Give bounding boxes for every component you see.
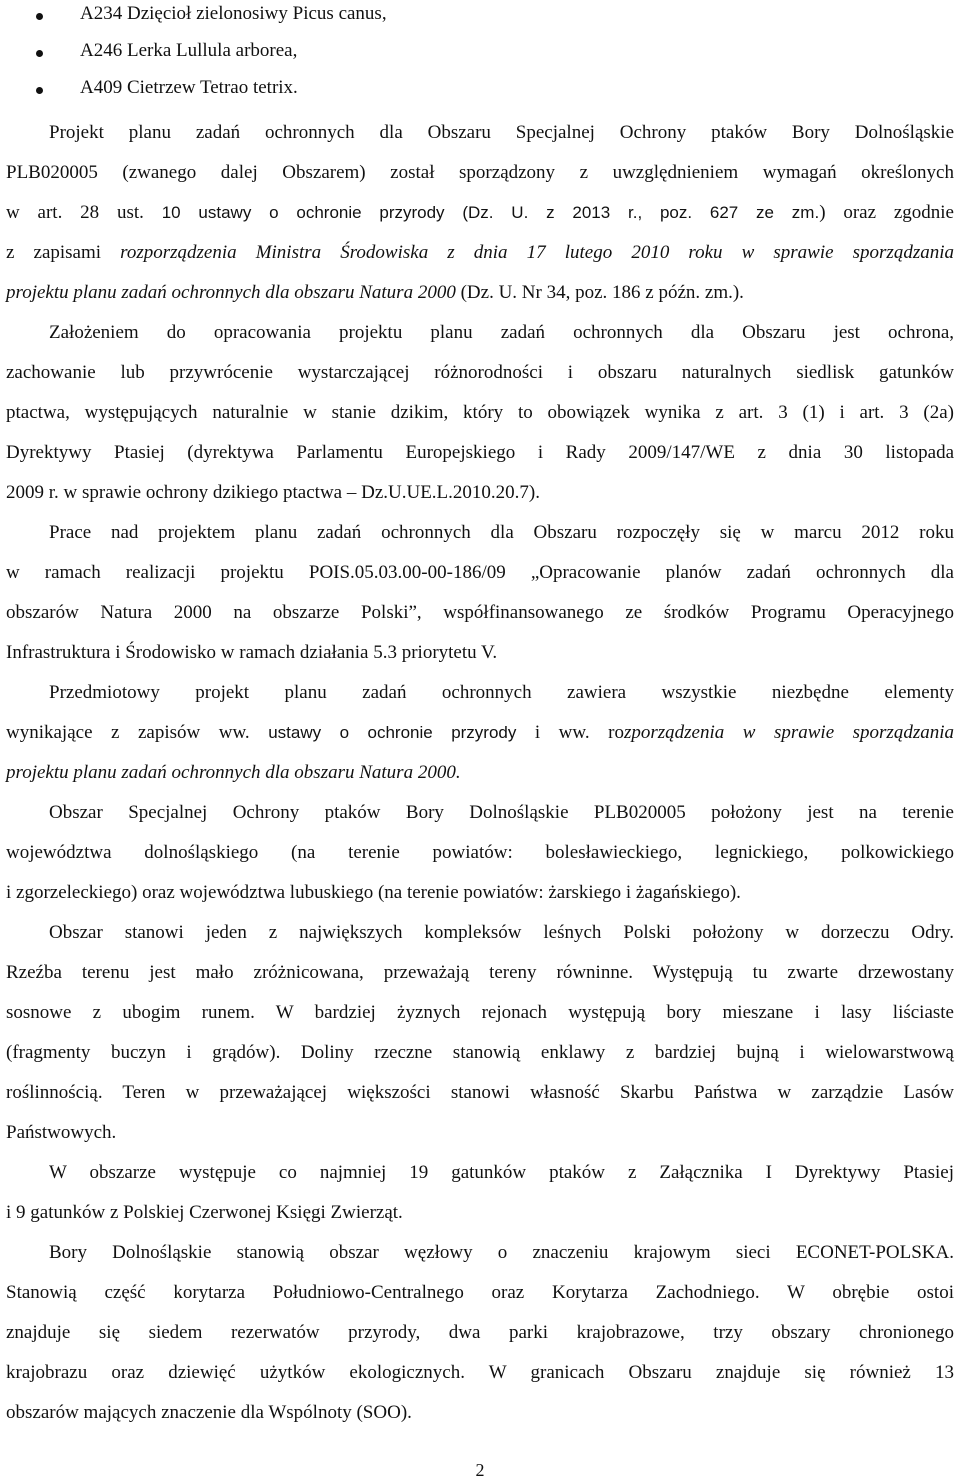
text-line: Państwowych. <box>6 1122 117 1143</box>
document-page <box>6 0 954 1480</box>
text-line: Infrastruktura i Środowisko w ramach działania 5.3 priorytetu V. <box>6 642 498 663</box>
text-line: z zapisami rozporządzenia Ministra Środowiska z dnia 17 lutego 2010 roku w sprawie sporządzania <box>6 242 954 263</box>
bullet-icon <box>36 87 43 94</box>
text-line: województwa dolnośląskiego (na terenie powiatów: bolesławieckiego, legnickiego, polkowickiego <box>6 842 954 863</box>
text-line: PLB020005 (zwanego dalej Obszarem) został sporządzony z uwzględnieniem wymagań określonych <box>6 162 954 183</box>
text-line: Projekt planu zadań ochronnych dla Obszaru Specjalnej Ochrony ptaków Bory Dolnośląskie <box>49 122 954 143</box>
text-line: i zgorzeleckiego) oraz województwa lubuskiego (na terenie powiatów: żarskiego i żagańskiego). <box>6 882 741 903</box>
text-line: sosnowe z ubogim runem. W bardziej żyznych rejonach występują bory mieszane i lasy liściaste <box>6 1002 954 1023</box>
text-line: obszarów mających znaczenie dla Wspólnoty (SOO). <box>6 1402 412 1423</box>
text-line: projektu planu zadań ochronnych dla obszaru Natura 2000. <box>6 762 461 783</box>
text-line: Bory Dolnośląskie stanowią obszar węzłowy o znaczeniu krajowym sieci ECONET-POLSKA. <box>49 1242 954 1263</box>
text-line: Obszar stanowi jeden z największych kompleksów leśnych Polski położony w dorzeczu Odry. <box>49 922 954 943</box>
text-line: projektu planu zadań ochronnych dla obszaru Natura 2000 (Dz. U. Nr 34, poz. 186 z późn. zm.). <box>6 282 744 303</box>
text-line: Dyrektywy Ptasiej (dyrektywa Parlamentu Europejskiego i Rady 2009/147/WE z dnia 30 listopada <box>6 442 954 463</box>
text-line: wynikające z zapisów ww. ustawy o ochronie przyrody i ww. rozporządzenia w sprawie sporządzania <box>6 722 954 743</box>
text-line: Prace nad projektem planu zadań ochronnych dla Obszaru rozpoczęły się w marcu 2012 roku <box>49 522 954 543</box>
text-line: obszarów Natura 2000 na obszarze Polski”, współfinansowanego ze środków Programu Operacyjnego <box>6 602 954 623</box>
page-number: 2 <box>475 1460 485 1480</box>
text-line: (fragmenty buczyn i grądów). Doliny rzeczne stanowią enklawy z bardziej bujną i wielowarstwową <box>6 1042 954 1063</box>
bullet-icon <box>36 13 43 20</box>
text-line: krajobrazu oraz dziewięć użytków ekologicznych. W granicach Obszaru znajduje się również 13 <box>6 1362 954 1383</box>
text-line: ptactwa, występujących naturalnie w stanie dzikim, który to obowiązek wynika z art. 3 (1) i art. 3 (2a) <box>6 402 954 423</box>
text-line: znajduje się siedem rezerwatów przyrody, dwa parki krajobrazowe, trzy obszary chronionego <box>6 1322 954 1343</box>
text-line: zachowanie lub przywrócenie wystarczającej różnorodności i obszaru naturalnych siedlisk gatunków <box>6 362 954 383</box>
bullet-icon <box>36 50 43 57</box>
text-line: w ramach realizacji projektu POIS.05.03.00-00-186/09 „Opracowanie planów zadań ochronnych dla <box>6 562 954 583</box>
text-line: W obszarze występuje co najmniej 19 gatunków ptaków z Załącznika I Dyrektywy Ptasiej <box>49 1162 954 1183</box>
text-line: roślinnością. Teren w przeważającej większości stanowi własność Skarbu Państwa w zarządzie Lasów <box>6 1082 954 1103</box>
text-line: Stanowią część korytarza Południowo-Centralnego oraz Korytarza Zachodniego. W obrębie ostoi <box>6 1282 954 1303</box>
text-line: Przedmiotowy projekt planu zadań ochronnych zawiera wszystkie niezbędne elementy <box>49 682 954 703</box>
text-line: Założeniem do opracowania projektu planu zadań ochronnych dla Obszaru jest ochrona, <box>49 322 954 343</box>
text-line: Obszar Specjalnej Ochrony ptaków Bory Dolnośląskie PLB020005 położony jest na terenie <box>49 802 954 823</box>
list-item: A246 Lerka Lullula arborea, <box>80 40 298 61</box>
text-line: i 9 gatunków z Polskiej Czerwonej Księgi Zwierząt. <box>6 1202 403 1223</box>
text-line: Rzeźba terenu jest mało zróżnicowana, przeważają tereny równinne. Występują tu zwarte drzewostany <box>6 962 954 983</box>
text-line: 2009 r. w sprawie ochrony dzikiego ptactwa – Dz.U.UE.L.2010.20.7). <box>6 482 540 503</box>
list-item: A234 Dzięcioł zielonosiwy Picus canus, <box>80 3 387 24</box>
text-line: w art. 28 ust. 10 ustawy o ochronie przyrody (Dz. U. z 2013 r., poz. 627 ze zm.) oraz zgodnie <box>6 202 954 223</box>
list-item: A409 Cietrzew Tetrao tetrix. <box>80 77 298 98</box>
